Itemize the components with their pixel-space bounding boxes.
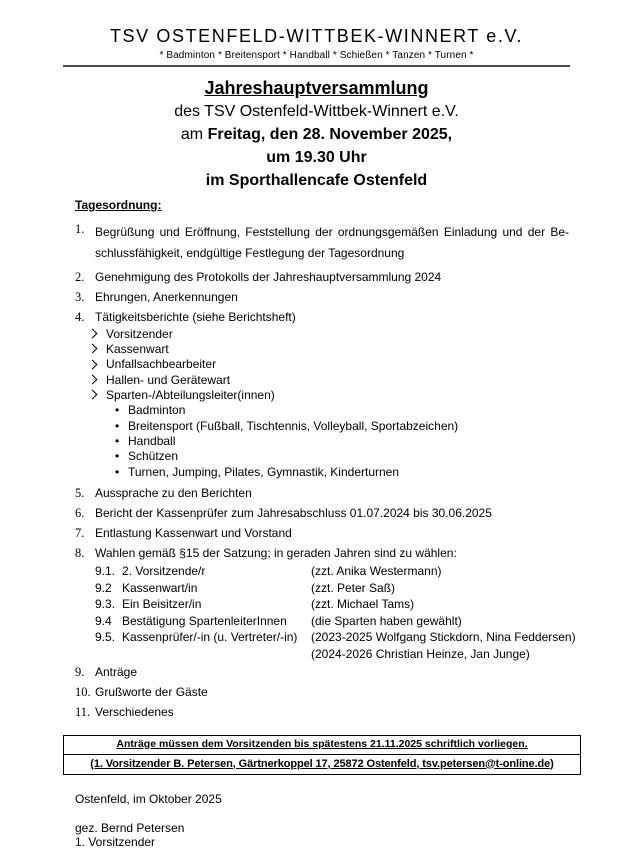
agenda-item-10 — [75, 685, 569, 699]
reports-arrow-list — [75, 326, 569, 402]
item-number: 9. — [75, 664, 85, 679]
dot-bullet-icon: • — [115, 418, 120, 433]
election-incumbent: (2024-2026 Christian Heinze, Jan Junge) — [311, 646, 530, 661]
agenda-item-2 — [75, 270, 569, 284]
list-item — [88, 387, 569, 402]
elections-table — [75, 563, 576, 663]
agenda — [75, 198, 576, 849]
date-prefix: am — [180, 126, 208, 143]
item-text: Grußworte der Gäste — [95, 684, 208, 699]
election-incumbent: (zzt. Peter Saß) — [311, 580, 396, 595]
election-position: Ein Beisitzer/in — [122, 597, 202, 612]
title-club-line: des TSV Ostenfeld-Wittbek-Winnert e.V. — [174, 103, 459, 120]
club-sports-line: * Badminton * Breitensport * Handball * Schießen * Tanzen * Turnen * — [159, 50, 474, 61]
election-row — [75, 596, 569, 613]
item-text: Ehrungen, Anerkennungen — [95, 290, 238, 304]
list-item — [88, 372, 569, 387]
election-number: 9.2 — [95, 580, 112, 595]
letterhead-divider — [63, 65, 570, 67]
item-text: Tätigkeitsberichte (siehe Berichtsheft) — [95, 310, 296, 324]
agenda-item-3 — [75, 290, 569, 304]
invitation-title-block — [0, 76, 633, 192]
item-number: 6. — [75, 505, 85, 520]
dot-bullet-icon: • — [115, 449, 120, 464]
motions-notice-box — [63, 735, 581, 775]
dot-bullet-icon: • — [115, 464, 120, 479]
item-number: 1. — [75, 222, 85, 236]
list-item-label: Unfallsachbearbeiter — [106, 357, 217, 372]
list-item-label: Sparten-/Abteilungsleiter(innen) — [106, 387, 275, 402]
list-item-label: Vorsitzender — [106, 326, 173, 341]
list-item-label: Turnen, Jumping, Pilates, Gymnastik, Kinderturnen — [128, 464, 400, 479]
list-item — [88, 357, 569, 372]
letterhead — [0, 0, 633, 67]
election-position: 2. Vorsitzende/r — [122, 563, 206, 578]
club-name: TSV OSTENFELD-WITTBEK-WINNERT e.V. — [109, 26, 524, 46]
election-number — [95, 646, 122, 663]
election-incumbent: (zzt. Michael Tams) — [311, 597, 415, 612]
item-text: Wahlen gemäß §15 der Satzung; in geraden Jahren sind zu wählen: — [95, 545, 457, 560]
item-text — [95, 222, 569, 264]
item-text: Verschiedenes — [95, 704, 174, 719]
agenda-item-11 — [75, 705, 569, 719]
dot-bullet-icon: • — [115, 434, 120, 449]
arrow-bullet-icon — [88, 390, 98, 400]
notice-deadline-line: Anträge müssen dem Vorsitzenden bis spätestens 21.11.2025 schriftlich vorliegen. — [64, 736, 580, 755]
list-item — [115, 434, 569, 449]
list-item — [115, 403, 569, 418]
list-item-label: Schützen — [128, 449, 179, 464]
election-incumbent: (die Sparten haben gewählt) — [311, 613, 462, 628]
item-number: 11. — [75, 704, 91, 719]
election-position: Kassenwart/in — [122, 580, 198, 595]
list-item-label: Hallen- und Gerätewart — [106, 372, 231, 387]
item-text: Entlastung Kassenwart und Vorstand — [95, 525, 292, 540]
election-number: 9.1. — [95, 563, 116, 578]
item-text: Bericht der Kassenprüfer zum Jahresabschluss 01.07.2024 bis 30.06.2025 — [95, 505, 492, 520]
title-date-line — [0, 123, 633, 146]
agenda-item-7 — [75, 526, 569, 540]
list-item-label: Kassenwart — [106, 341, 169, 356]
arrow-bullet-icon — [88, 375, 98, 385]
list-item — [115, 449, 569, 464]
item-number: 3. — [75, 290, 85, 304]
item-number: 8. — [75, 545, 85, 560]
item-text: Anträge — [95, 664, 138, 679]
list-item — [88, 341, 569, 356]
list-item-label: Badminton — [128, 403, 186, 418]
agenda-item-8 — [75, 546, 569, 560]
election-position: Kassenprüfer/-in (u. Vertreter/-in) — [122, 630, 298, 645]
election-row — [75, 613, 569, 630]
arrow-bullet-icon — [88, 344, 98, 354]
place-date-line: Ostenfeld, im Oktober 2025 — [75, 791, 222, 806]
election-number: 9.4 — [95, 613, 112, 628]
agenda-item-4 — [75, 310, 569, 324]
notice-contact-line: (1. Vorsitzender B. Petersen, Gärtnerkoppel 17, 25872 Ostenfeld, tsv.petersen@t-online.de) — [90, 757, 554, 770]
item-text-line1: Begrüßung und Eröffnung, Feststellung der ordnungsgemäßen Einladung und der Be- — [95, 225, 569, 239]
election-row — [75, 629, 576, 646]
item-number: 10. — [75, 684, 91, 699]
agenda-item-9 — [75, 665, 569, 679]
list-item — [115, 465, 569, 480]
agenda-item-1 — [75, 222, 569, 264]
departments-bullet-list — [75, 403, 569, 479]
election-incumbent: (zzt. Anika Westermann) — [311, 563, 442, 578]
date-bold: Freitag, den 28. November 2025, — [207, 126, 453, 143]
list-item — [115, 419, 569, 434]
election-row — [75, 580, 569, 597]
election-incumbent: (2023-2025 Wolfgang Stickdorn, Nina Feddersen) — [311, 630, 576, 645]
election-row — [75, 563, 569, 580]
title-time-line: um 19.30 Uhr — [266, 149, 367, 166]
item-number: 7. — [75, 525, 85, 540]
election-number: 9.3. — [95, 597, 116, 612]
election-row — [75, 646, 569, 663]
election-number: 9.5. — [95, 630, 116, 645]
item-text: Genehmigung des Protokolls der Jahreshauptversammlung 2024 — [95, 270, 442, 284]
item-text-line2: schlussfähigkeit, endgültige Festlegung der Tagesordnung — [95, 246, 405, 260]
item-text: Aussprache zu den Berichten — [95, 485, 252, 500]
list-item — [88, 326, 569, 341]
item-number: 4. — [75, 310, 85, 324]
title-location-line: im Sporthallencafe Ostenfeld — [205, 172, 428, 189]
arrow-bullet-icon — [88, 359, 98, 369]
item-number: 2. — [75, 270, 85, 284]
agenda-heading: Tagesordnung: — [75, 198, 162, 212]
signature-role: 1. Vorsitzender — [75, 834, 156, 849]
election-position — [122, 646, 311, 663]
arrow-bullet-icon — [88, 329, 98, 339]
election-position: Bestätigung SpartenleiterInnen — [122, 613, 287, 628]
item-number: 5. — [75, 485, 85, 500]
agenda-item-6 — [75, 506, 569, 520]
signature-name: gez. Bernd Petersen — [75, 820, 185, 835]
document-title: Jahreshauptversammlung — [204, 78, 429, 98]
list-item-label: Handball — [128, 434, 176, 449]
list-item-label: Breitensport (Fußball, Tischtennis, Volleyball, Sportabzeichen) — [128, 418, 459, 433]
dot-bullet-icon: • — [115, 403, 120, 418]
agenda-item-5 — [75, 486, 569, 500]
